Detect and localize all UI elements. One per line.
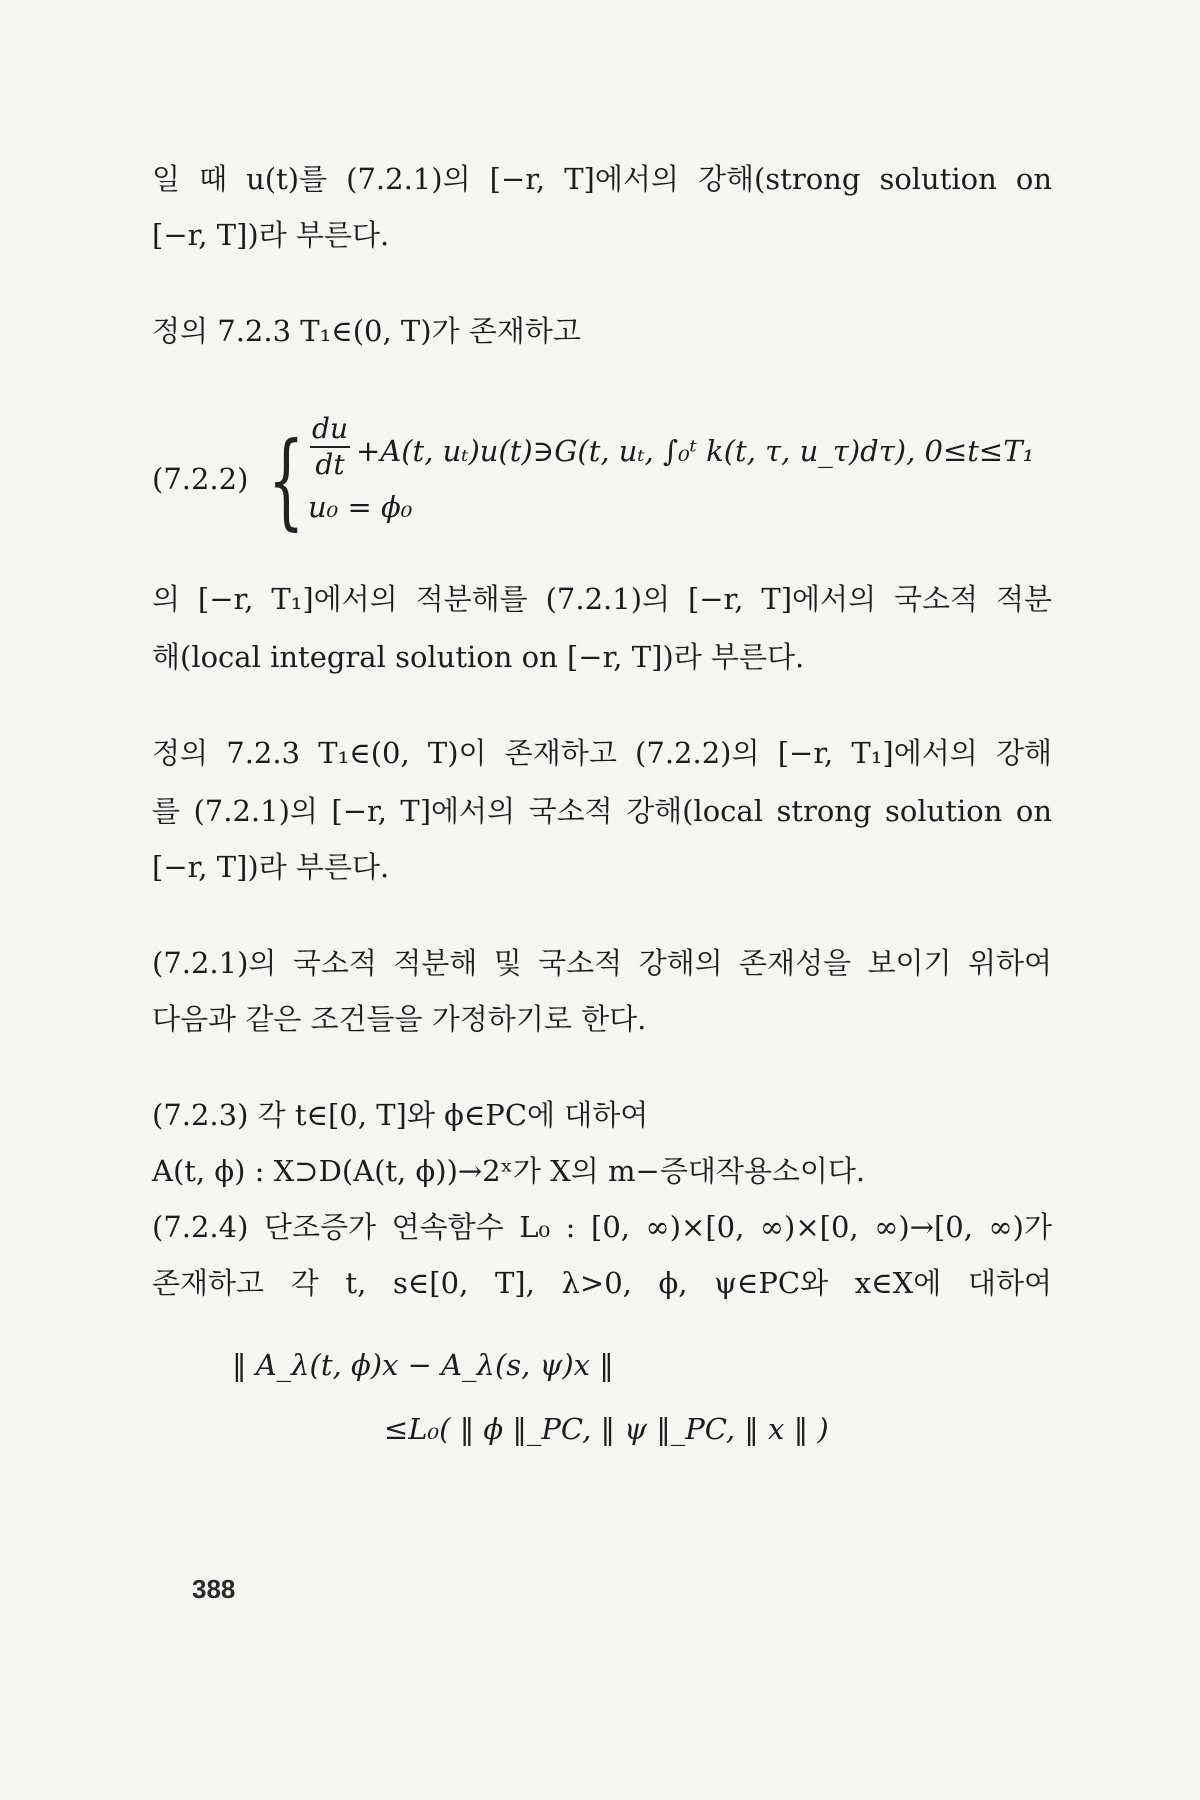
derivative-fraction (308, 412, 352, 482)
text-line: 일 때 u(t)를 (7.2.1)의 [−r, T]에서의 강해(strong solution on (152, 162, 1052, 196)
text-line: 해(local integral solution on [−r, T])라 부른다. (152, 640, 805, 674)
page-number: 388 (192, 1574, 236, 1604)
text-line: 를 (7.2.1)의 [−r, T]에서의 국소적 강해(local strong solution on (152, 794, 1052, 828)
inequality-row-1: ‖ A_λ(t, ϕ)x − A_λ(s, ψ)x ‖ (232, 1348, 614, 1382)
condition-heading: (7.2.3) 각 t∈[0, T]와 ϕ∈PC에 대하여 (152, 1098, 649, 1132)
text-line: 의 [−r, T₁]에서의 적분해를 (7.2.1)의 [−r, T]에서의 국소적 적분 (152, 582, 1052, 616)
text-line: 다음과 같은 조건들을 가정하기로 한다. (152, 1002, 647, 1036)
definition-heading: 정의 7.2.3 T₁∈(0, T)이 존재하고 (7.2.2)의 [−r, T₁]에서의 강해 (152, 736, 1052, 770)
left-brace: { (268, 419, 305, 541)
condition-heading: (7.2.4) 단조증가 연속함수 L₀ : [0, ∞)×[0, ∞)×[0, ∞)→[0, ∞)가 (152, 1210, 1052, 1244)
condition-line: A(t, ϕ) : X⊃D(A(t, ϕ))→2ˣ가 X의 m−증대작용소이다. (152, 1154, 866, 1188)
text-line: [−r, T])라 부른다. (152, 850, 390, 884)
inequality-row-2: ≤L₀( ‖ ϕ ‖_PC, ‖ ψ ‖_PC, ‖ x ‖ ) (384, 1412, 829, 1446)
condition-line: 존재하고 각 t, s∈[0, T], λ>0, ϕ, ψ∈PC와 x∈X에 대하여 (152, 1266, 1052, 1300)
text-line: [−r, T])라 부른다. (152, 218, 390, 252)
formula-label: (7.2.2) (152, 462, 249, 496)
text-line: (7.2.1)의 국소적 적분해 및 국소적 강해의 존재성을 보이기 위하여 (152, 946, 1052, 980)
fraction-denominator: dt (315, 448, 345, 481)
formula-row-1: +A(t, uₜ)u(t)∋G(t, uₜ, ∫₀ᵗ k(t, τ, u_τ)dτ), 0≤t≤T₁ (356, 434, 1035, 468)
definition-heading: 정의 7.2.3 T₁∈(0, T)가 존재하고 (152, 314, 581, 348)
fraction-numerator: du (312, 412, 348, 445)
formula-row-2: u₀ = ϕ₀ (308, 490, 413, 524)
